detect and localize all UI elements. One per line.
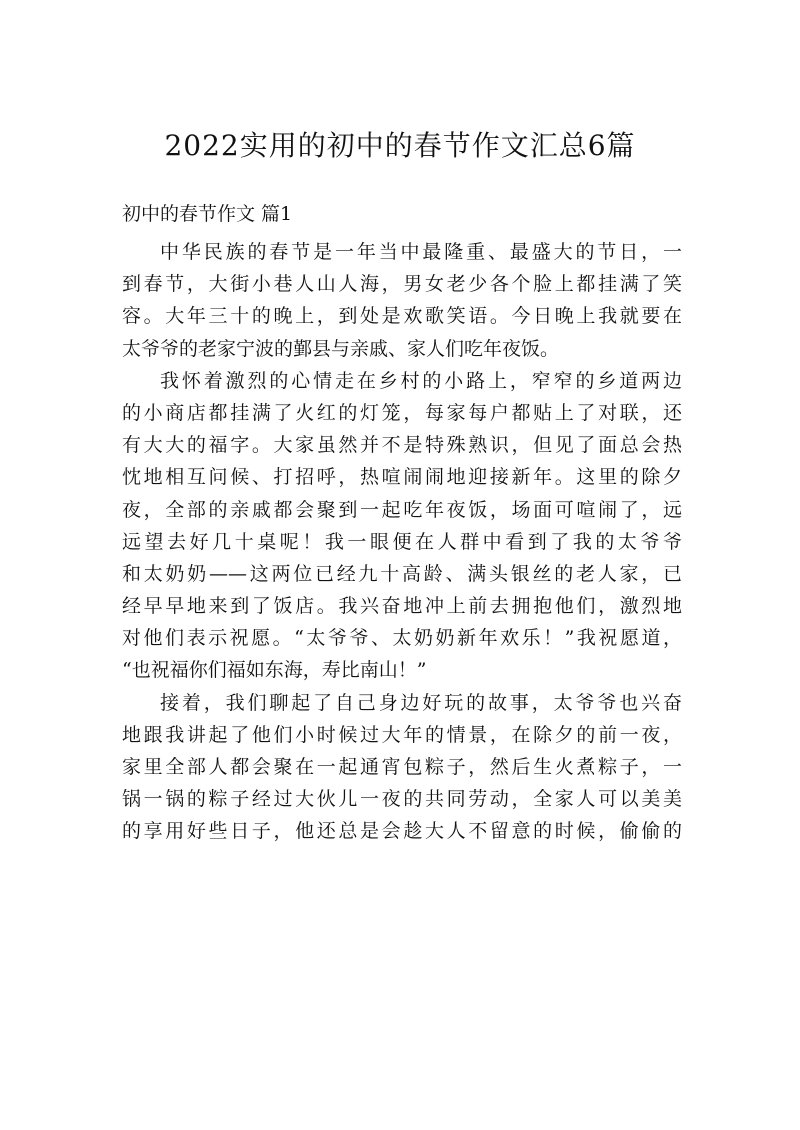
paragraph-line: 夜，全部的亲戚都会聚到一起吃年夜饭，场面可喧闹了，远 bbox=[122, 498, 682, 521]
paragraph-line: “也祝福你们福如东海，寿比南山！” bbox=[122, 659, 427, 682]
paragraph bbox=[122, 365, 682, 687]
paragraph-line: 经早早地来到了饭店。我兴奋地冲上前去拥抱他们，激烈地 bbox=[122, 595, 682, 618]
paragraph-line: 我怀着激烈的心情走在乡村的小路上，窄窄的乡道两边 bbox=[160, 369, 682, 392]
paragraph-line: 远望去好几十桌呢！我一眼便在人群中看到了我的太爷爷 bbox=[122, 530, 682, 553]
article-body bbox=[122, 236, 682, 848]
paragraph bbox=[122, 687, 682, 848]
paragraph-line: 对他们表示祝愿。“太爷爷、太奶奶新年欢乐！”我祝愿道， bbox=[122, 627, 682, 650]
paragraph-line: 的享用好些日子，他还总是会趁大人不留意的时候，偷偷的 bbox=[122, 820, 682, 843]
paragraph-line: 太爷爷的老家宁波的鄞县与亲戚、家人们吃年夜饭。 bbox=[122, 337, 560, 360]
section-heading: 初中的春节作文 篇1 bbox=[122, 203, 293, 225]
paragraph-line: 和太奶奶——这两位已经九十高龄、满头银丝的老人家，已 bbox=[122, 562, 682, 585]
paragraph-line: 接着，我们聊起了自己身边好玩的故事，太爷爷也兴奋 bbox=[160, 691, 682, 714]
paragraph-line: 有大大的福字。大家虽然并不是特殊熟识，但见了面总会热 bbox=[122, 434, 682, 457]
paragraph-line: 家里全部人都会聚在一起通宵包粽子，然后生火煮粽子，一 bbox=[122, 756, 682, 778]
paragraph-line: 容。大年三十的晚上，到处是欢歌笑语。今日晚上我就要在 bbox=[122, 305, 682, 328]
paragraph bbox=[122, 236, 682, 365]
paragraph-line: 锅一锅的粽子经过大伙儿一夜的共同劳动，全家人可以美美 bbox=[122, 788, 682, 811]
paragraph-line: 忱地相互问候、打招呼，热喧闹闹地迎接新年。这里的除夕 bbox=[122, 466, 682, 489]
paragraph-line: 的小商店都挂满了火红的灯笼，每家每户都贴上了对联，还 bbox=[122, 401, 682, 424]
document-title: 2022实用的初中的春节作文汇总6篇 bbox=[164, 129, 636, 162]
paragraph-line: 地跟我讲起了他们小时候过大年的情景，在除夕的前一夜， bbox=[122, 723, 682, 746]
paragraph-line: 到春节，大街小巷人山人海，男女老少各个脸上都挂满了笑 bbox=[122, 273, 682, 296]
paragraph-line: 中华民族的春节是一年当中最隆重、最盛大的节日，一 bbox=[160, 241, 682, 263]
